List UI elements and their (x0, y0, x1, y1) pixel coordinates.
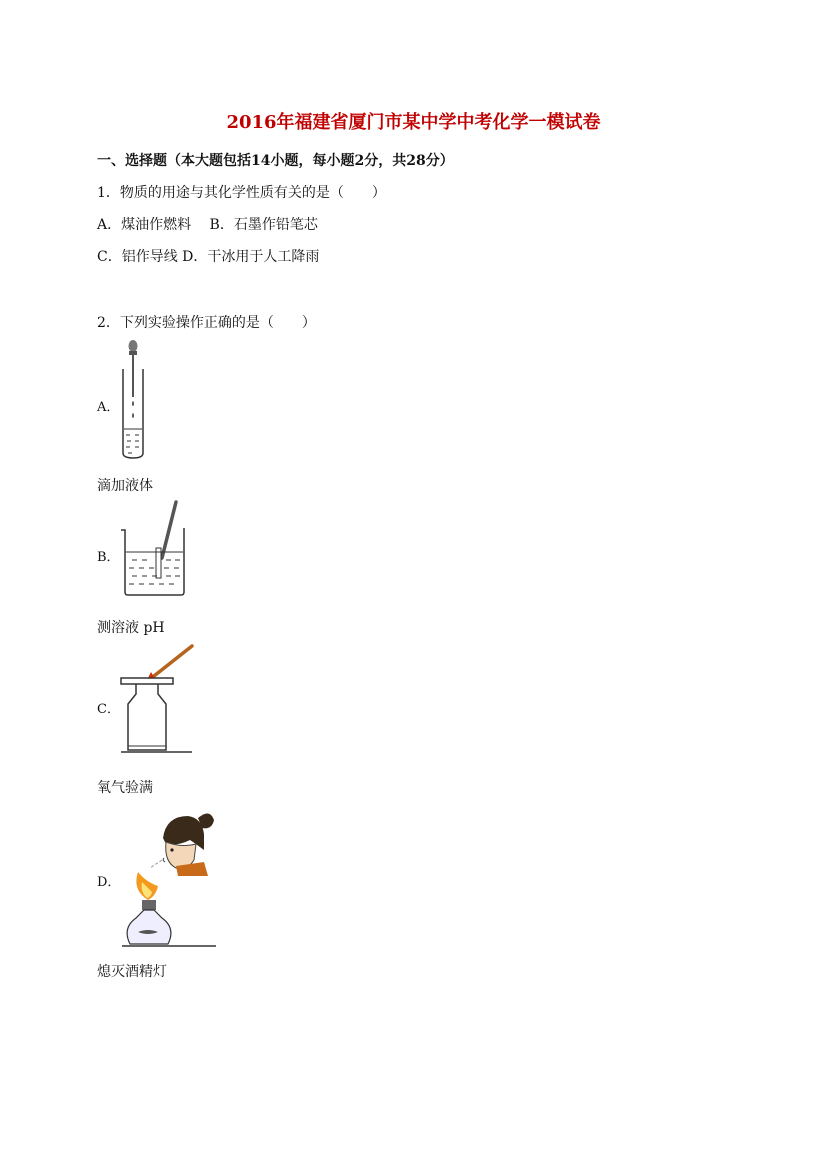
option-d-letter: D． (97, 875, 121, 890)
option-d-caption: 熄灭酒精灯 (97, 964, 167, 980)
question-1-stem: 1．物质的用途与其化学性质有关的是（ ） (97, 185, 386, 201)
question-1-options-cd: C．铝作导线 D．干冰用于人工降雨 (97, 249, 320, 265)
section-heading: 一、选择题（本大题包括14小题，每小题2分，共28分） (97, 153, 454, 169)
option-b-caption: 测溶液 pH (97, 620, 165, 636)
blowing-lamp-icon (118, 804, 218, 950)
ph-beaker-icon (118, 500, 186, 598)
gas-bottle-icon (118, 642, 196, 756)
question-1-options-ab: A．煤油作燃料 B．石墨作铅笔芯 (97, 217, 318, 233)
option-c-letter: C． (97, 702, 120, 717)
page-title: 2016年福建省厦门市某中学中考化学一模试卷 (226, 112, 601, 133)
option-c-caption: 氧气验满 (97, 780, 153, 796)
dropper-test-tube-icon (118, 337, 148, 461)
question-2-stem: 2．下列实验操作正确的是（ ） (97, 315, 316, 331)
option-a-letter: A． (97, 400, 120, 415)
option-b-letter: B． (97, 550, 120, 565)
option-a-caption: 滴加液体 (97, 478, 153, 494)
